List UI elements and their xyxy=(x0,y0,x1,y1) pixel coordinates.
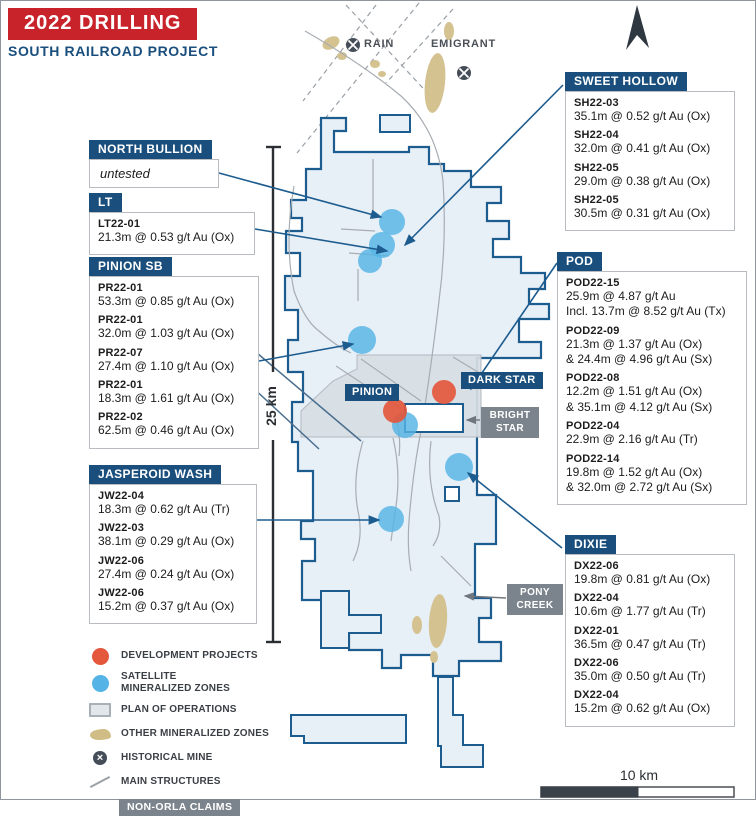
intercept: 21.3m @ 0.53 g/t Au (Ox) xyxy=(98,230,235,244)
intercept: 35.0m @ 0.50 g/t Au (Tr) xyxy=(574,669,706,684)
emigrant-label: EMIGRANT xyxy=(431,38,497,50)
claim-boundary xyxy=(285,115,549,767)
intercept: & 32.0m @ 2.72 g/t Au (Sx) xyxy=(566,479,713,494)
blue-circle-icon xyxy=(87,674,113,692)
intercept: 53.3m @ 0.85 g/t Au (Ox) xyxy=(98,294,235,308)
zone-header-dixie: DIXIE xyxy=(565,535,616,554)
hole-id: SH22-04 xyxy=(574,129,619,142)
drill-result xyxy=(574,657,726,684)
intercept: 35.1m @ 0.52 g/t Au (Ox) xyxy=(574,109,711,123)
drill-result xyxy=(98,379,250,406)
zone-results-jasperoid-wash xyxy=(89,484,257,624)
hole-id: PR22-07 xyxy=(98,346,143,359)
hole-id: SH22-05 xyxy=(574,161,619,174)
drill-result xyxy=(574,625,726,652)
callout-pod xyxy=(557,252,747,505)
title-banner: 2022 DRILLING xyxy=(8,8,197,40)
legend-item xyxy=(87,749,307,767)
zone-header-pod: POD xyxy=(557,252,602,271)
callout-dixie xyxy=(565,535,735,727)
intercept: Incl. 13.7m @ 8.52 g/t Au (Tx) xyxy=(566,304,726,319)
hole-id: JW22-06 xyxy=(98,587,145,600)
hole-id: PR22-01 xyxy=(98,314,143,327)
intercept: 38.1m @ 0.29 g/t Au (Ox) xyxy=(98,534,235,549)
intercept: 36.5m @ 0.47 g/t Au (Tr) xyxy=(574,636,706,651)
intercept: 18.3m @ 1.61 g/t Au (Ox) xyxy=(98,391,235,406)
drill-result xyxy=(574,592,726,619)
drill-result xyxy=(98,490,248,517)
legend-label: DEVELOPMENT PROJECTS xyxy=(121,650,258,661)
legend-label: HISTORICAL MINE xyxy=(121,752,213,763)
drill-result xyxy=(566,420,738,447)
drill-result xyxy=(98,347,250,374)
hole-id: LT22-01 xyxy=(98,218,141,230)
hole-id: DX22-06 xyxy=(574,657,619,670)
legend-item xyxy=(87,647,307,665)
hole-id: JW22-03 xyxy=(98,522,145,535)
drill-result xyxy=(574,689,726,716)
scale-vertical-label: 25 km xyxy=(263,386,279,426)
hole-id: POD22-04 xyxy=(566,420,620,433)
hole-id: DX22-06 xyxy=(574,560,619,572)
legend-item xyxy=(87,773,307,791)
legend-label: OTHER MINERALIZED ZONES xyxy=(121,728,269,739)
north-arrow-icon xyxy=(626,5,649,50)
zone-results-lt xyxy=(89,212,255,255)
callout-pinion-sb xyxy=(89,257,259,449)
zone-header-sweet-hollow: SWEET HOLLOW xyxy=(565,72,687,91)
legend-label: PLAN OF OPERATIONS xyxy=(121,704,237,715)
hole-id: JW22-04 xyxy=(98,490,145,502)
hole-id: PR22-02 xyxy=(98,411,143,424)
callout-lt xyxy=(89,193,255,255)
intercept: 15.2m @ 0.37 g/t Au (Ox) xyxy=(98,599,235,614)
intercept: 25.9m @ 4.87 g/t Au xyxy=(566,289,676,303)
intercept: 12.2m @ 1.51 g/t Au (Ox) xyxy=(566,384,703,399)
hole-id: POD22-15 xyxy=(566,277,620,289)
drill-result xyxy=(574,194,726,221)
pinion-badge: PINION xyxy=(345,384,399,401)
rain-label: RAIN xyxy=(364,38,395,50)
drill-result xyxy=(98,555,248,582)
intercept: 10.6m @ 1.77 g/t Au (Tr) xyxy=(574,604,706,619)
plan-rect-icon xyxy=(87,701,113,719)
title-subtitle: SOUTH RAILROAD PROJECT xyxy=(8,43,218,59)
legend-item xyxy=(87,725,307,743)
intercept: 62.5m @ 0.46 g/t Au (Ox) xyxy=(98,423,235,438)
intercept: 21.3m @ 1.37 g/t Au (Ox) xyxy=(566,336,703,351)
hole-id: SH22-03 xyxy=(574,97,619,109)
hole-id: PR22-01 xyxy=(98,379,143,392)
legend-label: SATELLITE MINERALIZED ZONES xyxy=(121,671,230,694)
drill-result xyxy=(566,277,738,320)
hole-id: JW22-06 xyxy=(98,554,145,567)
hole-id: DX22-04 xyxy=(574,689,619,702)
hole-id: PR22-01 xyxy=(98,282,143,294)
callout-sweet-hollow xyxy=(565,72,735,231)
drill-result xyxy=(98,522,248,549)
bright-star-badge: BRIGHT STAR xyxy=(481,407,539,438)
hole-id: DX22-01 xyxy=(574,624,619,637)
title-block xyxy=(8,8,218,59)
intercept: & 24.4m @ 4.96 g/t Au (Sx) xyxy=(566,352,713,367)
intercept: 27.4m @ 0.24 g/t Au (Ox) xyxy=(98,566,235,581)
intercept: 30.5m @ 0.31 g/t Au (Ox) xyxy=(574,206,711,221)
hole-id: SH22-05 xyxy=(574,194,619,207)
intercept: 15.2m @ 0.62 g/t Au (Ox) xyxy=(574,701,711,716)
zone-header-pinion-sb: PINION SB xyxy=(89,257,172,276)
zone-note: untested xyxy=(100,166,150,181)
hole-id: DX22-04 xyxy=(574,592,619,605)
zone-header-jasperoid-wash: JASPEROID WASH xyxy=(89,465,221,484)
intercept: 32.0m @ 0.41 g/t Au (Ox) xyxy=(574,141,711,156)
legend-item xyxy=(87,701,307,719)
callout-north-bullion xyxy=(89,140,219,188)
pony-creek-badge: PONY CREEK xyxy=(507,584,563,615)
drill-result xyxy=(574,560,726,587)
zone-header-lt: LT xyxy=(89,193,122,212)
legend-label: MAIN STRUCTURES xyxy=(121,776,221,787)
drill-result xyxy=(98,218,246,245)
drill-result xyxy=(566,453,738,496)
hole-id: POD22-14 xyxy=(566,452,620,465)
red-circle-icon xyxy=(87,647,113,665)
intercept: 29.0m @ 0.38 g/t Au (Ox) xyxy=(574,173,711,188)
drill-result xyxy=(566,325,738,368)
drill-result xyxy=(574,162,726,189)
scale-horizontal-label: 10 km xyxy=(619,767,659,783)
tan-blob-icon xyxy=(87,725,113,743)
zone-results-pod xyxy=(557,271,747,505)
zone-results-pinion-sb xyxy=(89,276,259,449)
drill-result xyxy=(98,411,250,438)
zone-header-north-bullion: NORTH BULLION xyxy=(89,140,212,159)
intercept: 18.3m @ 0.62 g/t Au (Tr) xyxy=(98,502,230,516)
intercept: 22.9m @ 2.16 g/t Au (Tr) xyxy=(566,432,698,447)
drill-result xyxy=(98,282,250,309)
zone-results-sweet-hollow xyxy=(565,91,735,231)
hole-id: POD22-08 xyxy=(566,372,620,385)
drill-result xyxy=(98,314,250,341)
drill-result xyxy=(574,97,726,124)
legend xyxy=(87,647,307,816)
intercept: 32.0m @ 1.03 g/t Au (Ox) xyxy=(98,326,235,341)
callout-jasperoid-wash xyxy=(89,465,257,624)
drill-result xyxy=(98,587,248,614)
legend-items xyxy=(87,647,307,791)
scale-bar-horizontal xyxy=(541,787,734,797)
historical-mine-icon xyxy=(87,749,113,767)
drill-result xyxy=(566,372,738,415)
non-orla-claims-badge: NON-ORLA CLAIMS xyxy=(119,799,240,816)
zone-results-dixie xyxy=(565,554,735,727)
legend-item xyxy=(87,671,307,695)
drill-result xyxy=(574,129,726,156)
intercept: 27.4m @ 1.10 g/t Au (Ox) xyxy=(98,358,235,373)
intercept: 19.8m @ 1.52 g/t Au (Ox) xyxy=(566,464,703,479)
structure-line-icon xyxy=(87,773,113,791)
dark-star-badge: DARK STAR xyxy=(461,372,543,389)
intercept: 19.8m @ 0.81 g/t Au (Ox) xyxy=(574,572,711,586)
intercept: & 35.1m @ 4.12 g/t Au (Sx) xyxy=(566,399,713,414)
hole-id: POD22-09 xyxy=(566,324,620,337)
